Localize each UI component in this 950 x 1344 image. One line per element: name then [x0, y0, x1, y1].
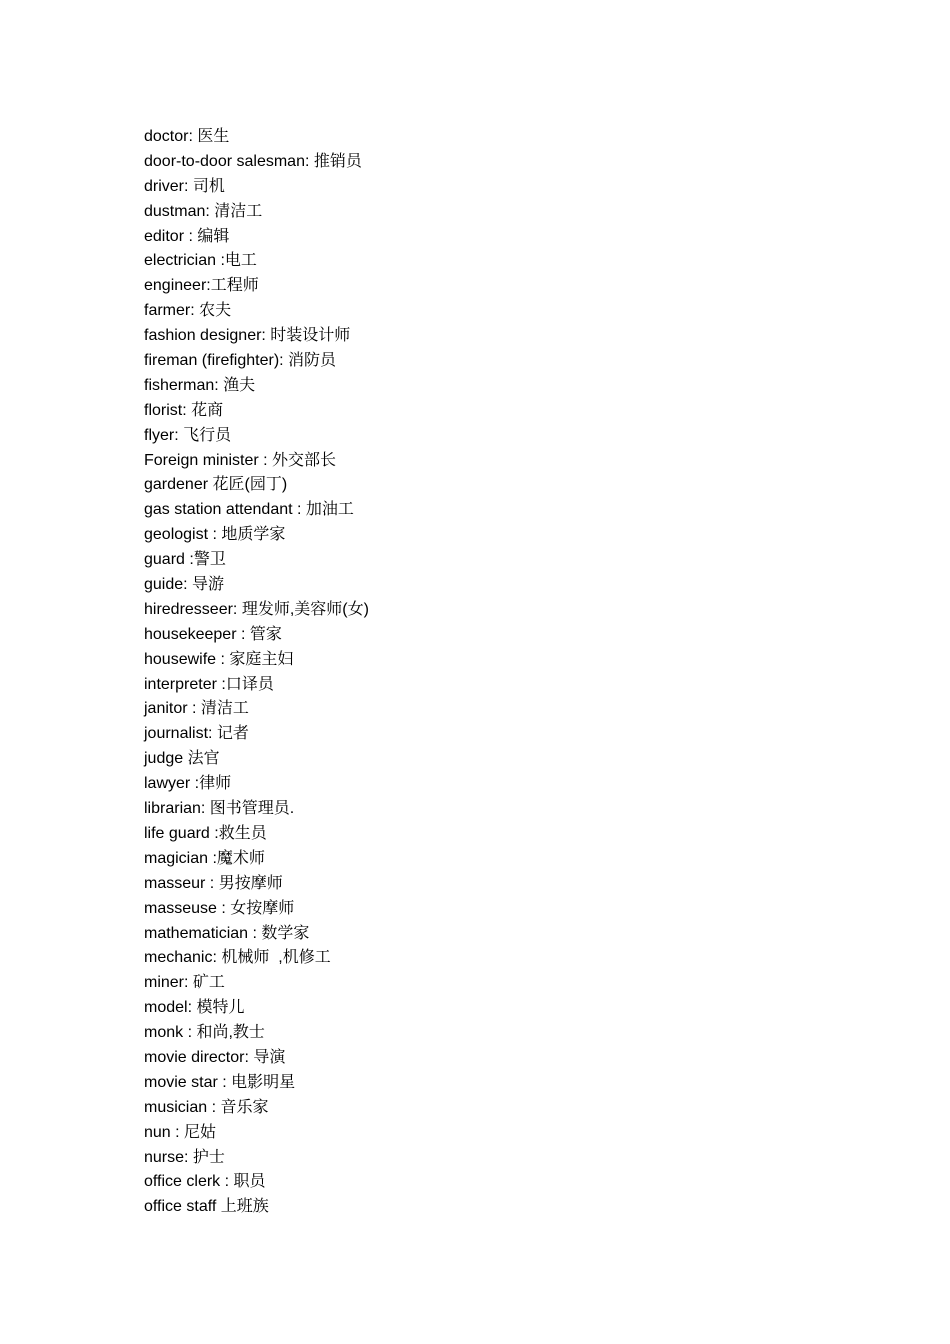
- vocabulary-entry: judge 法官: [144, 750, 220, 768]
- vocabulary-entry: magician :魔术师: [144, 849, 265, 867]
- vocabulary-entry: movie director: 导演: [144, 1048, 286, 1066]
- vocabulary-entry: fashion designer: 时装设计师: [144, 327, 351, 345]
- vocabulary-entry: model: 模特儿: [144, 999, 245, 1017]
- vocabulary-entry: masseur : 男按摩师: [144, 874, 283, 892]
- vocabulary-entry: doctor: 医生: [144, 128, 230, 145]
- vocabulary-entry: Foreign minister : 外交部长: [144, 451, 337, 469]
- vocabulary-entry: life guard :救生员: [144, 824, 267, 842]
- vocabulary-entry: electrician :电工: [144, 252, 257, 270]
- vocabulary-entry: door-to-door salesman: 推销员: [144, 152, 362, 170]
- vocabulary-entry: guard :警卫: [144, 551, 226, 569]
- vocabulary-entry: monk : 和尚,教士: [144, 1024, 265, 1042]
- vocabulary-entry: librarian: 图书管理员.: [144, 800, 295, 818]
- vocabulary-entry: gardener 花匠(园丁): [144, 476, 288, 494]
- vocabulary-entry: interpreter :口译员: [144, 675, 274, 693]
- vocabulary-entry: driver: 司机: [144, 177, 225, 195]
- vocabulary-entry: masseuse : 女按摩师: [144, 899, 295, 917]
- vocabulary-entry: nun : 尼姑: [144, 1123, 217, 1141]
- vocabulary-entry: fisherman: 渔夫: [144, 376, 256, 394]
- vocabulary-entry: lawyer :律师: [144, 775, 232, 793]
- vocabulary-entry: farmer: 农夫: [144, 302, 232, 320]
- occupation-word-list: [144, 125, 369, 1220]
- vocabulary-entry: janitor : 清洁工: [144, 700, 249, 718]
- vocabulary-entry: mechanic: 机械师 ,机修工: [144, 949, 331, 967]
- vocabulary-entry: florist: 花商: [144, 401, 224, 419]
- vocabulary-entry: fireman (firefighter): 消防员: [144, 352, 337, 370]
- vocabulary-entry: movie star : 电影明星: [144, 1073, 296, 1091]
- vocabulary-entry: journalist: 记者: [144, 725, 249, 743]
- vocabulary-entry: office clerk : 职员: [144, 1173, 266, 1191]
- vocabulary-entry: dustman: 清洁工: [144, 202, 263, 220]
- vocabulary-entry: engineer:工程师: [144, 277, 259, 295]
- vocabulary-entry: geologist : 地质学家: [144, 526, 286, 544]
- vocabulary-entry: housewife : 家庭主妇: [144, 650, 294, 668]
- vocabulary-entry: gas station attendant : 加油工: [144, 501, 354, 519]
- vocabulary-entry: musician : 音乐家: [144, 1098, 269, 1116]
- vocabulary-entry: hiredresseer: 理发师,美容师(女): [144, 600, 369, 618]
- vocabulary-entry: editor : 编辑: [144, 227, 230, 245]
- vocabulary-entry: housekeeper : 管家: [144, 625, 282, 643]
- vocabulary-entry: mathematician : 数学家: [144, 924, 310, 942]
- vocabulary-entry: guide: 导游: [144, 576, 225, 594]
- vocabulary-entry: nurse: 护士: [144, 1148, 225, 1166]
- vocabulary-entry: miner: 矿工: [144, 974, 225, 992]
- vocabulary-entry: flyer: 飞行员: [144, 426, 232, 444]
- vocabulary-entry: office staff 上班族: [144, 1198, 269, 1216]
